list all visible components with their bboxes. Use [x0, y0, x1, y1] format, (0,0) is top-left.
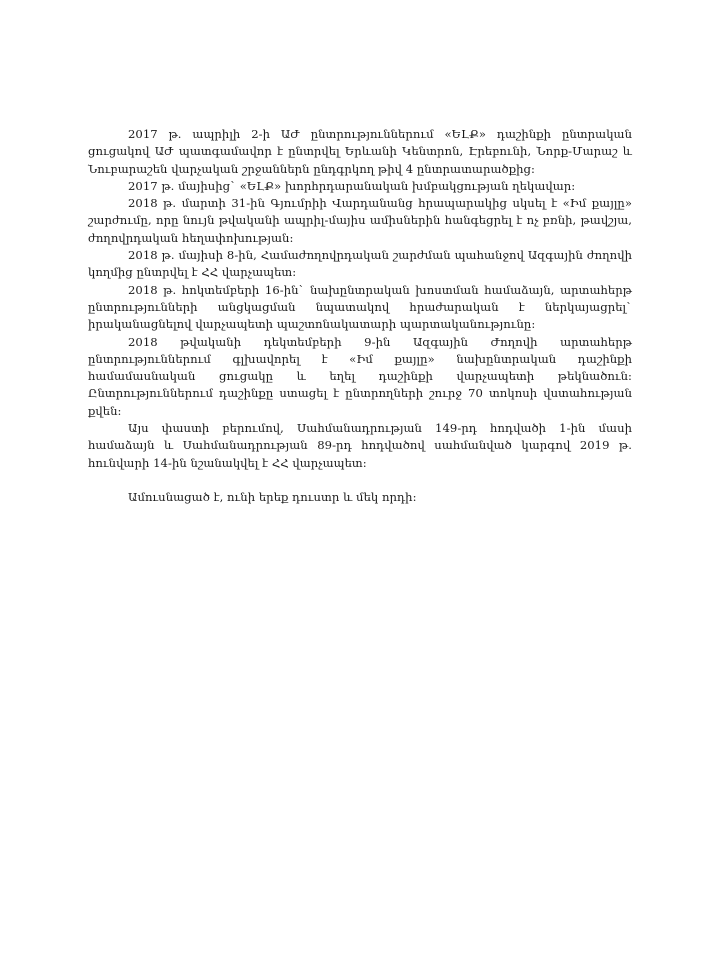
paragraph-2018-october: 2018 թ. հոկտեմբերի 16-ին` նախընտրական խոստման համաձայն, արտահերթ ընտրությունների անցկացման նպատակով հրաժարական է ներկայացրել` իրականացնելով վարչապետի պաշտոնակատարի պարտականությունը:: [88, 282, 632, 332]
paragraph-2018-march: 2018 թ. մարտի 31-ին Գյումրիի Վարդանանց հրապարակից սկսել է «Իմ քայլը» շարժումը, որը նույն թվականի ապրիլ-մայիս ամիսներին հանգեցրել է ոչ բռնի, թավշյա, ժողովրդական հեղափոխության:: [88, 196, 632, 245]
paragraph-ayk-2017-april: 2017 թ. ապրիլի 2-ի ԱԺ ընտրություններում «ԵԼՔ» դաշինքի ընտրական ցուցակով ԱԺ պատգամավոր է ընտրվել Երևանի Կենտրոն, Էրեբունի, Նորք-Մարաշ և Նուբարաշեն վարչական շրջաններն ընդգրկող թիվ 4 ընտրատարածքից:: [88, 127, 632, 176]
paragraph-2018-may: 2018 թ. մայիսի 8-ին, Համաժողովրդական շարժման պահանջով Ազգային ժողովի կողմից ընտրվել է ՀՀ վարչապետ:: [88, 248, 632, 280]
paragraph-2018-december: 2018 թվականի դեկտեմբերի 9-ին Ազգային Ժողովի արտահերթ ընտրություններում գլխավորել է «Իմ քայլը» նախընտրական դաշինքի համամասնական ցուցակը և եղել դաշինքի վարչապետի թեկնածուն: Ընտրություններում դաշինքը ստացել է ընտրողների շուրջ 70 տոկոսի վստահության քվեն:: [88, 334, 632, 418]
document-body: [88, 126, 632, 506]
paragraph-2017-may: 2017 թ. մայիսից` «ԵԼՔ» խորհրդարանական խմբակցության ղեկավար:: [128, 178, 576, 193]
paragraph-2019-january: Այս փաստի բերումով, Սահմանադրության 149-րդ հոդվածի 1-ին մասի համաձայն և Սահմանադրության 89-րդ հոդվածով սահմանված կարգով 2019 թ. հունվարի 14-ին նշանակվել է ՀՀ վարչապետ:: [88, 421, 632, 470]
paragraph-family: Ամուսնացած է, ունի երեք դուստր և մեկ որդի:: [128, 489, 417, 504]
